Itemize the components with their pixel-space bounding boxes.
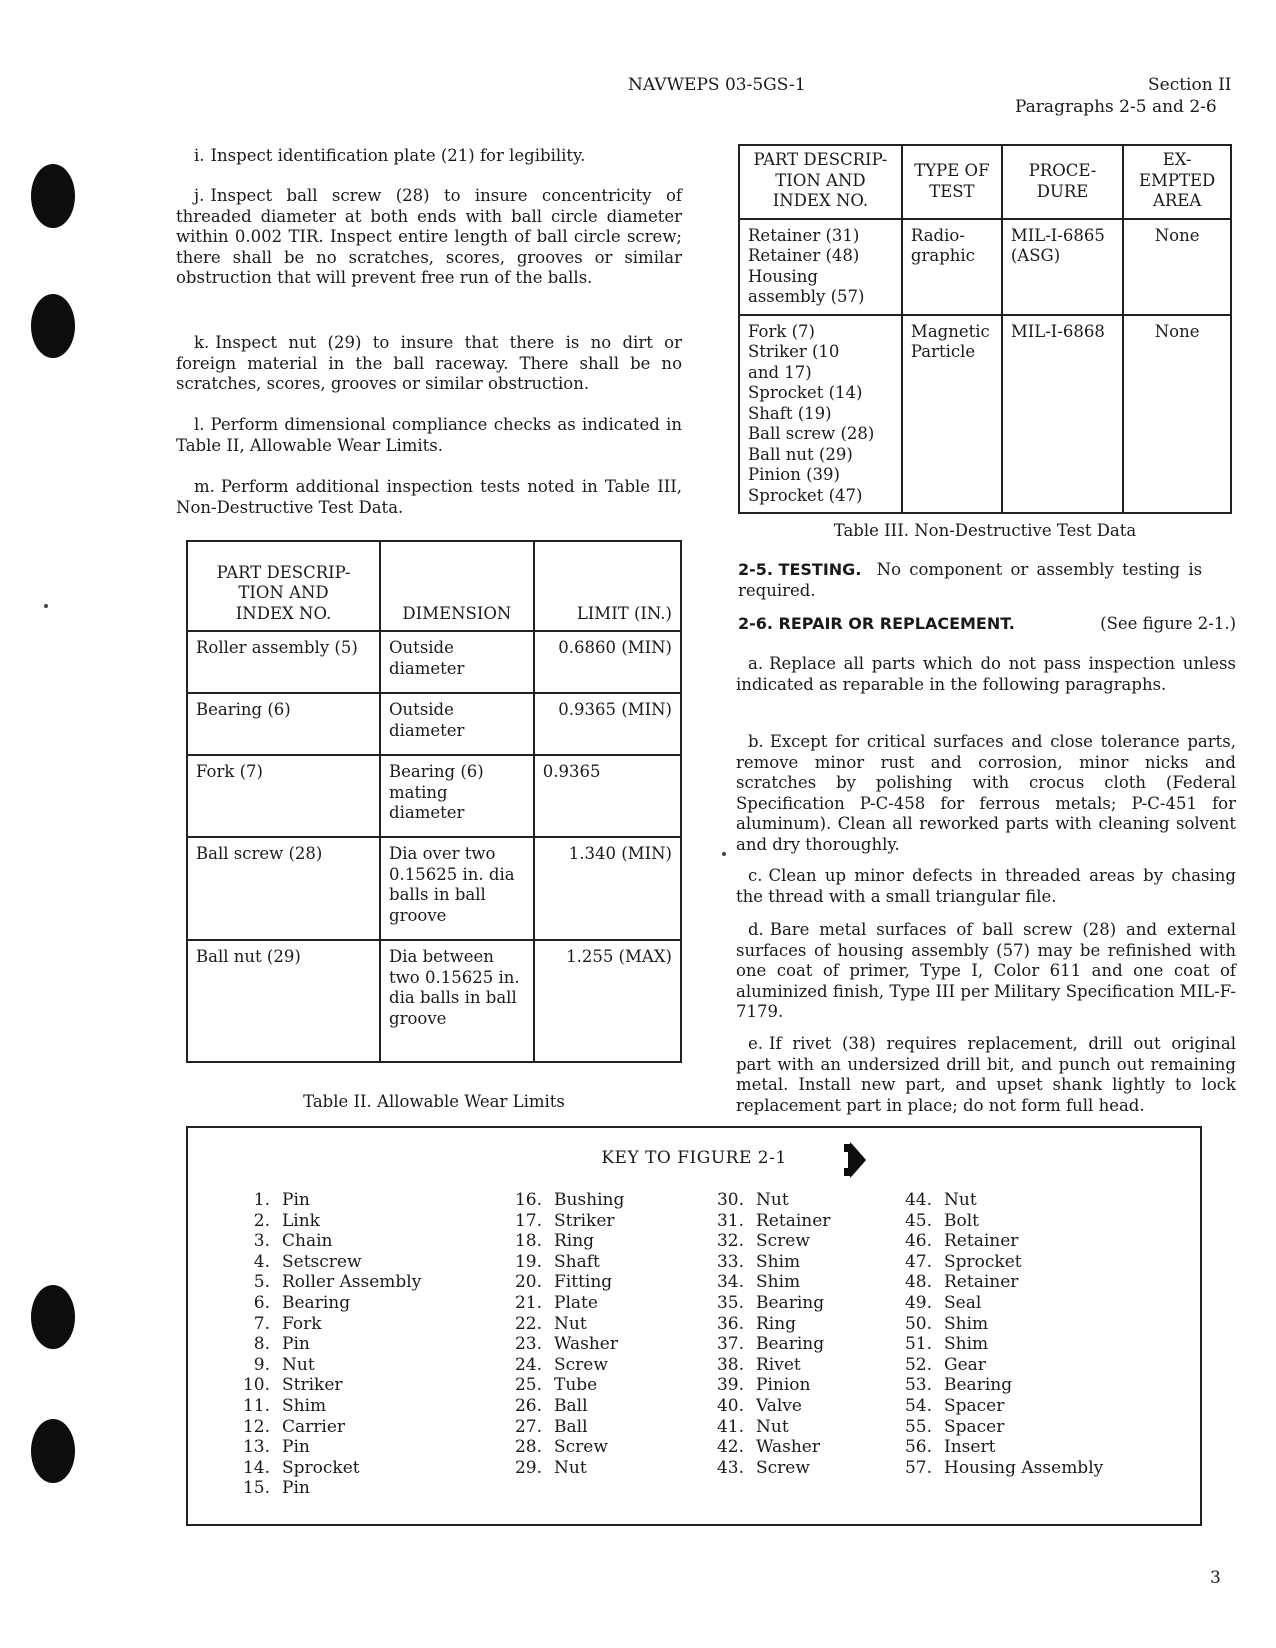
list-item xyxy=(232,1355,421,1376)
list-item xyxy=(706,1417,830,1438)
table2-part: Ball nut (29) xyxy=(187,940,380,1062)
key-item-label: Tube xyxy=(554,1375,598,1396)
key-item-label: Striker xyxy=(554,1210,615,1231)
key-item-number: 52. xyxy=(904,1354,932,1375)
list-item xyxy=(504,1396,624,1417)
table3-area: None xyxy=(1123,219,1231,315)
key-item-label: Fitting xyxy=(554,1272,613,1293)
table3-test: Magnetic Particle xyxy=(902,315,1002,514)
key-item-number: 7. xyxy=(253,1313,270,1334)
list-item xyxy=(894,1458,1103,1479)
key-item-label: Washer xyxy=(756,1437,820,1458)
table3-header-area: EX- EMPTED AREA xyxy=(1123,145,1231,219)
para-j: j. Inspect ball screw (28) to insure concentricity of threaded diameter at both ends with ball circle diameter within 0.002 TIR. Inspect entire length of ball circle screw; there shall be no scratches, scores, grooves or similar obstruction that will prevent free run of the balls. xyxy=(176,186,682,287)
key-item-number: 38. xyxy=(716,1354,744,1375)
key-item-label: Retainer xyxy=(944,1231,1019,1252)
repair-item-b: b. Except for critical surfaces and close tolerance parts, remove minor rust and corrosion, minor nicks and scratches by polishing with crocus cloth (Federal Specification P-C-458 for ferrous metals; P-C-451 for aluminum). Clean all reworked parts with cleaning solvent and dry thoroughly. xyxy=(736,732,1236,854)
key-item-number: 15. xyxy=(242,1478,270,1499)
doc-number: NAVWEPS 03-5GS-1 xyxy=(628,75,806,95)
list-item xyxy=(706,1272,830,1293)
table2-dimension: Dia between two 0.15625 in. dia balls in ball groove xyxy=(380,940,534,1062)
key-item-label: Screw xyxy=(554,1437,608,1458)
list-item xyxy=(232,1396,421,1417)
key-item-number: 42. xyxy=(716,1437,744,1458)
key-item-number: 11. xyxy=(242,1395,270,1416)
list-item xyxy=(232,1231,421,1252)
key-item-label: Ring xyxy=(756,1313,797,1334)
table2-part: Roller assembly (5) xyxy=(187,631,380,693)
table3-procedure: MIL-I-6868 xyxy=(1002,315,1123,514)
list-item xyxy=(894,1231,1103,1252)
key-item-label: Housing Assembly xyxy=(944,1457,1104,1478)
key-column-3 xyxy=(706,1190,830,1478)
repair-heading-line xyxy=(738,614,1236,635)
key-item-label: Nut xyxy=(944,1190,977,1210)
key-item-number: 8. xyxy=(253,1334,270,1355)
testing-text: No component or assembly testing is required. xyxy=(738,560,1203,600)
key-item-label: Shim xyxy=(944,1334,989,1355)
key-item-label: Nut xyxy=(756,1190,789,1210)
key-item-number: 46. xyxy=(904,1231,932,1252)
para-l: l. Perform dimensional compliance checks as indicated in Table II, Allowable Wear Limits. xyxy=(176,415,682,455)
key-item-label: Ring xyxy=(554,1231,595,1252)
key-item-label: Gear xyxy=(944,1354,986,1375)
list-item xyxy=(504,1190,624,1211)
key-item-number: 29. xyxy=(514,1457,542,1478)
list-item xyxy=(706,1458,830,1479)
key-item-number: 4. xyxy=(253,1251,270,1272)
key-column-2 xyxy=(504,1190,624,1478)
table2-limit: 1.340 (MIN) xyxy=(534,837,681,940)
list-item xyxy=(706,1355,830,1376)
table3-parts: Retainer (31) Retainer (48) Housing assembly (57) xyxy=(739,219,902,315)
key-item-number: 40. xyxy=(716,1395,744,1416)
key-item-label: Bearing xyxy=(756,1292,825,1313)
table2-part: Bearing (6) xyxy=(187,693,380,755)
binder-hole-1 xyxy=(31,164,75,228)
key-item-number: 20. xyxy=(514,1272,542,1293)
key-item-label: Insert xyxy=(944,1437,996,1458)
key-item-label: Screw xyxy=(756,1457,810,1478)
key-item-label: Seal xyxy=(944,1292,982,1313)
key-item-number: 53. xyxy=(904,1375,932,1396)
list-item xyxy=(504,1314,624,1335)
list-item xyxy=(504,1417,624,1438)
table2-header-part: PART DESCRIP- TION AND INDEX NO. xyxy=(187,541,380,631)
table2-part: Ball screw (28) xyxy=(187,837,380,940)
binder-hole-2 xyxy=(31,294,75,358)
list-item xyxy=(894,1314,1103,1335)
table-row xyxy=(739,219,1231,315)
key-item-number: 9. xyxy=(253,1354,270,1375)
key-item-number: 3. xyxy=(253,1231,270,1252)
key-item-label: Retainer xyxy=(756,1210,831,1231)
table-non-destructive-test-data xyxy=(738,144,1232,514)
list-item xyxy=(504,1458,624,1479)
list-item xyxy=(504,1355,624,1376)
list-item xyxy=(706,1314,830,1335)
list-item xyxy=(504,1272,624,1293)
key-item-number: 49. xyxy=(904,1292,932,1313)
list-item xyxy=(894,1211,1103,1232)
table2-dimension: Outside diameter xyxy=(380,693,534,755)
key-item-number: 18. xyxy=(514,1231,542,1252)
table2-part: Fork (7) xyxy=(187,755,380,837)
key-item-number: 41. xyxy=(716,1416,744,1437)
table-row xyxy=(187,631,681,693)
list-item xyxy=(232,1458,421,1479)
list-item xyxy=(232,1190,421,1211)
key-item-label: Ball xyxy=(554,1416,588,1437)
speck xyxy=(722,852,726,856)
key-item-label: Pin xyxy=(282,1190,310,1210)
list-item xyxy=(894,1417,1103,1438)
key-item-number: 32. xyxy=(716,1231,744,1252)
repair-heading: 2-6. REPAIR OR REPLACEMENT. xyxy=(738,614,1015,633)
key-item-number: 17. xyxy=(514,1210,542,1231)
key-item-label: Shim xyxy=(756,1251,801,1272)
key-item-label: Nut xyxy=(756,1416,789,1437)
para-m: m. Perform additional inspection tests noted in Table III, Non-Destructive Test Data. xyxy=(176,477,682,517)
list-item xyxy=(706,1396,830,1417)
key-item-number: 56. xyxy=(904,1437,932,1458)
key-item-number: 51. xyxy=(904,1334,932,1355)
key-item-number: 30. xyxy=(716,1190,744,1210)
list-item xyxy=(232,1375,421,1396)
list-item xyxy=(232,1334,421,1355)
key-item-label: Shim xyxy=(282,1395,327,1416)
key-item-label: Link xyxy=(282,1210,320,1231)
table3-procedure: MIL-I-6865 (ASG) xyxy=(1002,219,1123,315)
list-item xyxy=(232,1293,421,1314)
key-item-number: 5. xyxy=(253,1272,270,1293)
table2-limit: 0.6860 (MIN) xyxy=(534,631,681,693)
list-item xyxy=(706,1293,830,1314)
testing-heading: 2-5. TESTING. xyxy=(738,560,862,579)
key-item-number: 2. xyxy=(253,1210,270,1231)
speck xyxy=(44,604,48,608)
key-title: KEY TO FIGURE 2-1 xyxy=(601,1148,787,1168)
key-item-label: Setscrew xyxy=(282,1251,362,1272)
table3-header-test: TYPE OF TEST xyxy=(902,145,1002,219)
key-item-number: 1. xyxy=(253,1190,270,1210)
table2-dimension: Outside diameter xyxy=(380,631,534,693)
table2-caption: Table II. Allowable Wear Limits xyxy=(303,1092,565,1111)
key-item-label: Shim xyxy=(944,1313,989,1334)
key-item-label: Rivet xyxy=(756,1354,801,1375)
key-item-number: 28. xyxy=(514,1437,542,1458)
list-item xyxy=(504,1211,624,1232)
key-item-label: Nut xyxy=(554,1457,587,1478)
table3-header-part: PART DESCRIP- TION AND INDEX NO. xyxy=(739,145,902,219)
key-item-label: Screw xyxy=(756,1231,810,1252)
repair-item-d: d. Bare metal surfaces of ball screw (28) and external surfaces of housing assembly (57) may be refinished with one coat of primer, Type I, Color 611 and one coat of aluminized finish, Type III per Military Specification MIL-F-7179. xyxy=(736,920,1236,1021)
key-item-label: Shaft xyxy=(554,1251,600,1272)
key-to-figure-box xyxy=(186,1126,1202,1526)
key-item-label: Bushing xyxy=(554,1190,625,1210)
key-item-number: 12. xyxy=(242,1416,270,1437)
list-item xyxy=(894,1396,1103,1417)
table2-header-dimension: DIMENSION xyxy=(380,541,534,631)
list-item xyxy=(232,1211,421,1232)
table2-dimension: Bearing (6) mating diameter xyxy=(380,755,534,837)
repair-item-e: e. If rivet (38) requires replacement, drill out original part with an undersized drill bit, and punch out remaining metal. Install new part, and upset shank lightly to lock replacement part in place; do not form full head. xyxy=(736,1034,1236,1115)
list-item xyxy=(706,1375,830,1396)
key-item-number: 10. xyxy=(242,1375,270,1396)
key-item-label: Sprocket xyxy=(944,1251,1022,1272)
key-item-number: 26. xyxy=(514,1395,542,1416)
key-item-number: 21. xyxy=(514,1292,542,1313)
key-item-label: Valve xyxy=(756,1395,802,1416)
key-column-4 xyxy=(894,1190,1103,1478)
key-item-label: Pinion xyxy=(756,1375,811,1396)
table3-parts: Fork (7) Striker (10 and 17) Sprocket (14) Shaft (19) Ball screw (28) Ball nut (29) Pinion (39) Sprocket (47) xyxy=(739,315,902,514)
repair-figure-ref: (See figure 2-1.) xyxy=(1100,614,1236,633)
key-item-number: 43. xyxy=(716,1457,744,1478)
repair-item-c: c. Clean up minor defects in threaded areas by chasing the thread with a small triangular file. xyxy=(736,866,1236,906)
key-item-number: 34. xyxy=(716,1272,744,1293)
key-item-label: Spacer xyxy=(944,1416,1005,1437)
key-item-number: 50. xyxy=(904,1313,932,1334)
list-item xyxy=(706,1252,830,1273)
repair-item-a: a. Replace all parts which do not pass inspection unless indicated as reparable in the following paragraphs. xyxy=(736,654,1236,694)
para-i: i. Inspect identification plate (21) for legibility. xyxy=(194,146,586,165)
list-item xyxy=(232,1252,421,1273)
list-item xyxy=(504,1293,624,1314)
table2-header-limit: LIMIT (IN.) xyxy=(534,541,681,631)
key-item-number: 16. xyxy=(514,1190,542,1210)
table3-header-procedure: PROCE- DURE xyxy=(1002,145,1123,219)
key-item-number: 55. xyxy=(904,1416,932,1437)
key-item-label: Shim xyxy=(756,1272,801,1293)
list-item xyxy=(232,1437,421,1458)
key-item-label: Ball xyxy=(554,1395,588,1416)
table2-limit: 0.9365 xyxy=(534,755,681,837)
key-item-number: 22. xyxy=(514,1313,542,1334)
table3-area: None xyxy=(1123,315,1231,514)
table-row xyxy=(187,693,681,755)
key-item-number: 54. xyxy=(904,1395,932,1416)
key-item-number: 33. xyxy=(716,1251,744,1272)
list-item xyxy=(232,1478,421,1499)
key-item-label: Bolt xyxy=(944,1210,979,1231)
table3-caption: Table III. Non-Destructive Test Data xyxy=(833,521,1137,540)
list-item xyxy=(232,1314,421,1335)
key-item-number: 57. xyxy=(904,1457,932,1478)
list-item xyxy=(504,1231,624,1252)
table3-test: Radio- graphic xyxy=(902,219,1002,315)
list-item xyxy=(706,1211,830,1232)
key-item-label: Plate xyxy=(554,1292,598,1313)
table-row xyxy=(187,755,681,837)
list-item xyxy=(504,1252,624,1273)
key-item-label: Retainer xyxy=(944,1272,1019,1293)
table-allowable-wear-limits xyxy=(186,540,682,1063)
key-item-label: Nut xyxy=(282,1354,315,1375)
table-row xyxy=(187,940,681,1062)
key-item-label: Chain xyxy=(282,1231,333,1252)
key-item-number: 25. xyxy=(514,1375,542,1396)
arrow-right-icon xyxy=(840,1138,868,1182)
key-column-1 xyxy=(232,1190,421,1499)
key-item-number: 31. xyxy=(716,1210,744,1231)
list-item xyxy=(706,1231,830,1252)
binder-hole-4 xyxy=(31,1419,75,1483)
testing-section xyxy=(738,560,1236,601)
key-item-number: 45. xyxy=(904,1210,932,1231)
list-item xyxy=(232,1417,421,1438)
list-item xyxy=(504,1334,624,1355)
key-item-number: 19. xyxy=(514,1251,542,1272)
key-item-label: Bearing xyxy=(756,1334,825,1355)
list-item xyxy=(706,1190,830,1211)
key-item-label: Bearing xyxy=(944,1375,1013,1396)
key-item-label: Nut xyxy=(554,1313,587,1334)
table2-dimension: Dia over two 0.15625 in. dia balls in ball groove xyxy=(380,837,534,940)
binder-hole-3 xyxy=(31,1285,75,1349)
key-item-label: Sprocket xyxy=(282,1457,360,1478)
key-item-number: 6. xyxy=(253,1292,270,1313)
list-item xyxy=(894,1355,1103,1376)
key-item-label: Washer xyxy=(554,1334,618,1355)
key-item-number: 27. xyxy=(514,1416,542,1437)
list-item xyxy=(706,1437,830,1458)
key-item-number: 13. xyxy=(242,1437,270,1458)
key-item-label: Bearing xyxy=(282,1292,351,1313)
list-item xyxy=(894,1375,1103,1396)
para-k: k. Inspect nut (29) to insure that there is no dirt or foreign material in the ball raceway. There shall be no scratches, scores, grooves or similar obstruction. xyxy=(176,333,682,393)
list-item xyxy=(504,1375,624,1396)
list-item xyxy=(894,1252,1103,1273)
paragraph-range: Paragraphs 2-5 and 2-6 xyxy=(1015,97,1217,117)
page-number: 3 xyxy=(1210,1568,1221,1588)
list-item xyxy=(894,1334,1103,1355)
key-item-number: 47. xyxy=(904,1251,932,1272)
key-item-label: Roller Assembly xyxy=(282,1272,422,1293)
table2-limit: 0.9365 (MIN) xyxy=(534,693,681,755)
key-item-number: 36. xyxy=(716,1313,744,1334)
key-item-number: 14. xyxy=(242,1457,270,1478)
section-label: Section II xyxy=(1148,75,1232,95)
list-item xyxy=(894,1272,1103,1293)
list-item xyxy=(706,1334,830,1355)
table-row xyxy=(739,315,1231,514)
key-item-number: 37. xyxy=(716,1334,744,1355)
list-item xyxy=(894,1293,1103,1314)
key-item-label: Spacer xyxy=(944,1395,1005,1416)
key-item-label: Carrier xyxy=(282,1416,346,1437)
key-item-label: Pin xyxy=(282,1437,310,1458)
list-item xyxy=(232,1272,421,1293)
table-row xyxy=(187,837,681,940)
key-item-label: Pin xyxy=(282,1478,310,1499)
key-item-number: 24. xyxy=(514,1354,542,1375)
key-item-number: 39. xyxy=(716,1375,744,1396)
key-item-number: 48. xyxy=(904,1272,932,1293)
key-item-label: Fork xyxy=(282,1313,322,1334)
key-item-label: Striker xyxy=(282,1375,343,1396)
key-item-number: 44. xyxy=(904,1190,932,1210)
key-item-label: Screw xyxy=(554,1354,608,1375)
key-item-number: 35. xyxy=(716,1292,744,1313)
key-item-number: 23. xyxy=(514,1334,542,1355)
list-item xyxy=(894,1190,1103,1211)
table2-limit: 1.255 (MAX) xyxy=(534,940,681,1062)
list-item xyxy=(894,1437,1103,1458)
list-item xyxy=(504,1437,624,1458)
key-item-label: Pin xyxy=(282,1334,310,1355)
